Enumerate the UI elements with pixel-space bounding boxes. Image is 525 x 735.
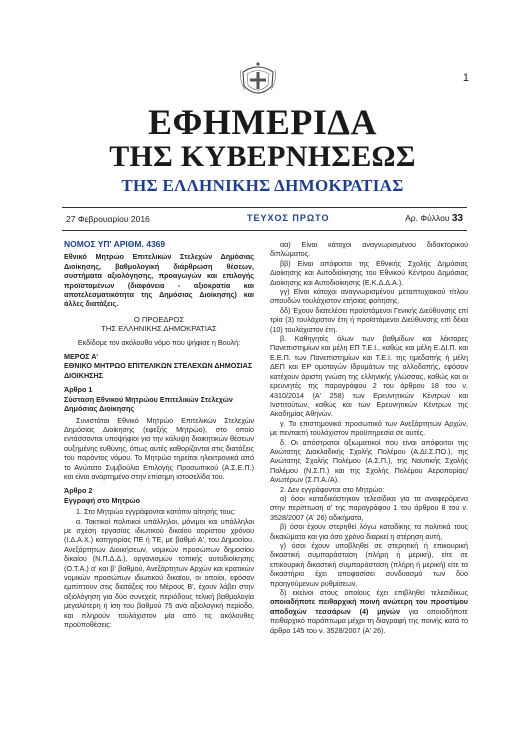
article2-title: Εγγραφή στο Μητρώο xyxy=(64,495,140,505)
issue-bar xyxy=(62,207,467,231)
condition-gg: γγ) Είναι κάτοχοι αναγνωρισμένου μεταπτυχιακού τίτλου σπουδών τουλάχιστον ετήσιας φοίτησης. xyxy=(270,287,468,306)
exclusion-d-text: δ) εκείνοι στους οποίους έχει επιβληθεί τελεσιδίκως xyxy=(280,588,468,598)
article2-paragraph1: 1. Στο Μητρώο εγγράφονται κατόπιν αίτησής τους: xyxy=(76,507,236,517)
left-column xyxy=(64,240,254,629)
president-heading xyxy=(64,315,254,334)
greek-coat-of-arms-icon xyxy=(239,60,277,100)
exclusion-a: α) όσοι καταδικάστηκαν τελεσίδικα για τα αναφερόμενα στην περίπτωση α' της παραγράφου 1 του άρθρου 8 του ν. 3528/2007 (Α' 26) αδικήματα, xyxy=(270,493,468,522)
exclusion-d-bold: οποιαδήποτε πειθαρχική ποινή ανώτερη του προστίμου αποδοχών τεσσάρων (4) μηνών xyxy=(270,597,468,616)
article2-paragraph-a: α. Τακτικοί πολιτικοί υπάλληλοι, μόνιμοι και υπάλληλοι με σχέση εργασίας ιδιωτικού δικαίου αορίστου χρόνου (Ι.Δ.Α.Χ.) κατηγορίας ΠΕ ή ΤΕ, με βαθμό Α', του Δημοσίου, Ανεξάρτητων Διοικήσεων, νομικών προσώπων δημοσίου δικαίου (Ν.Π.Δ.Δ.), οργανισμών τοπικής αυτοδιοίκησης (Ο.Τ.Α.) α' και β' βαθμού, Ανεξάρτητων Αρχών και κρατικών νομικών προσώπων ιδιωτικού δικαίου, οι οποίοι, εφόσον εμπίπτουν στις διατάξεις του Μέρους Β', έχουν λάβει στην αξιολόγηση για δύο συνεχείς περιόδους τελική βαθμολογία μεγαλύτερη ή ίση του βαθμού 75 ανά αξιολογική περίοδο, και πληρούν τουλάχιστον μία από τις ακόλουθες προϋποθέσεις: xyxy=(64,516,254,630)
article1-title: Σύσταση Εθνικού Μητρώου Επιτελικών Στελεχών Δημόσιας Διοίκησης xyxy=(64,394,233,414)
exclusion-b: β) όσοι έχουν στερηθεί λόγω καταδίκης τα πολιτικά τους δικαιώματα και για όσο χρόνο διαρκεί η στέρηση αυτή, xyxy=(270,522,468,541)
sheet-value: 33 xyxy=(451,213,463,224)
condition-dd: δδ) Έχουν διατελέσει προϊστάμενοι Γενικής Διεύθυνσης επί τρία (3) τουλάχιστον έτη ή προϊστάμενοι Διεύθυνσης επί δέκα (10) τουλάχιστον έτη. xyxy=(270,305,468,334)
condition-aa: αα) Είναι κάτοχοι αναγνωρισμένου διδακτορικού διπλώματος. xyxy=(270,240,468,259)
category-b: β. Καθηγητές όλων των βαθμίδων και λέκτορες Πανεπιστημίων και μέλη ΕΠ Τ.Ε.Ι., καθώς και μέλη Ε.ΔΙ.Π. και Ε.Ε.Π. των Πανεπιστημίων και Τ.Ε.Ι. της ημεδαπής ή μέλη ΔΕΠ και ΕΡ ομοταγών Ιδρυμάτων της αλλοδαπής, εφόσον κατέχουν άριστη γνώση της ελληνικής γλώσσας, καθώς και οι ερευνητές της παραγράφου 2 του άρθρου 18 του ν. 4310/2014 (Α' 258) των Ερευνητικών Κέντρων και Ινστιτούτων, καθώς και των Ερευνητικών Κέντρων της Ακαδημίας Αθηνών. xyxy=(270,334,468,419)
president-line1: Ο ΠΡΟΕΔΡΟΣ xyxy=(133,314,185,324)
issue-date: 27 Φεβρουαρίου 2016 xyxy=(66,214,150,224)
article1-label: Άρθρο 1 xyxy=(64,385,93,395)
exclusion-g: γ) όσοι έχουν υποβληθεί σε στερητική ή επικουρική δικαστική συμπαράσταση (πλήρη ή μερική), είτε σε επικουρική δικαστική συμπαράσταση (πλήρη ή μερική) είτε τα δικαστήριο έχει αποφασίσει συνδυασμό των δύο προηγούμενων ρυθμίσεων, xyxy=(270,541,468,588)
article1-text: Συνιστάται Εθνικό Μητρώο Επιτελικών Στελεχών Δημόσιας Διοίκησης (εφεξής Μητρώο), στο οποίο εντάσσονται υποψήφιοι για την κάλυψη διοικητικών θέσεων αυξημένης ευθύνης, όπως αυτές καθορίζονται στις διατάξεις του παρόντος νόμου. Το Μητρώο τηρείται ηλεκτρονικά από το Ανώτατο Συμβούλιο Επιλογής Προσωπικού (Α.Σ.Ε.Π.) και είναι αναρτημένο στην επίσημη ιστοσελίδα του. xyxy=(64,415,254,481)
part-label: ΜΕΡΟΣ Α' xyxy=(64,352,99,362)
part-title: ΕΘΝΙΚΟ ΜΗΤΡΩΟ ΕΠΙΤΕΛΙΚΩΝ ΣΤΕΛΕΧΩΝ ΔΗΜΟΣΙΑΣ ΔΙΟΙΚΗΣΗΣ xyxy=(64,361,253,380)
law-title: Εθνικό Μητρώο Επιτελικών Στελεχών Δημόσιας Διοίκησης, βαθμολογική διάρθρωση θέσεων, συστήματα αξιολόγησης, προαγωγών και επιλογής προϊσταμένων (διαφάνεια - αξιοκρατία και αποτελεσματικότητα της Δημόσιας Διοίκησης) και άλλες διατάξεις. xyxy=(64,252,254,309)
president-line2: ΤΗΣ ΕΛΛΗΝΙΚΗΣ ΔΗΜΟΚΡΑΤΙΑΣ xyxy=(101,324,217,334)
page-number: 1 xyxy=(462,72,469,84)
gazette-republic: ΤΗΣ ΕΛΛΗΝΙΚΗΣ ΔΗΜΟΚΡΑΤΙΑΣ xyxy=(121,176,404,195)
gazette-title: ΕΦΗΜΕΡΙΔΑ xyxy=(148,102,377,142)
exclusion-d-tail: για οποιοδήποτε πειθαρχικό παράπτωμα μέχρι τη διαγραφή της ποινής κατά το άρθρο 145 του ν. 3528/2007 (Α' 26). xyxy=(270,606,468,635)
exclusions-heading: 2. Δεν εγγράφονται στο Μητρώο: xyxy=(280,484,385,494)
law-number: ΝΟΜΟΣ ΥΠ' ΑΡΙΘΜ. 4369 xyxy=(64,239,166,249)
part-heading xyxy=(64,352,254,380)
exclusion-d xyxy=(270,588,468,635)
sheet-label: Αρ. Φύλλου xyxy=(405,213,450,223)
gazette-subtitle: ΤΗΣ ΚΥΒΕΡΝΗΣΕΩΣ xyxy=(109,140,416,173)
enactment-formula: Εκδίδομε τον ακόλουθο νόμο που ψήφισε η Βουλή: xyxy=(77,337,241,347)
article2-label: Άρθρο 2 xyxy=(64,486,93,496)
category-g: γ. Το επιστημονικό προσωπικό των Ανεξάρτητων Αρχών, με πενταετή τουλάχιστον προϋπηρεσία σε αυτές. xyxy=(270,418,468,438)
category-d: δ. Οι απόστρατοι αξιωματικοί που είναι απόφοιτοι της Ανώτατης Διακλαδικής Σχολής Πολέμου (Α.ΔΙ.Σ.ΠΟ.), της Ανώτατης Σχολής Πολέμου (Α.Σ.Π.), της Ναυτικής Σχολής Πολέμου (Ν.Σ.Π.) και της Σχολής Πολέμου Αεροπορίας/ Ανωτέρων (Σ.Π.Α./Α). xyxy=(270,437,468,485)
right-column xyxy=(270,240,468,635)
sheet-number xyxy=(405,213,463,224)
condition-bb: ββ) Είναι απόφοιτοι της Εθνικής Σχολής Δημόσιας Διοίκησης και Αυτοδιοίκησης του Εθνικού Κέντρου Δημόσιας Διοίκησης και Αυτοδιοίκησης (Ε.Κ.Δ.Δ.Α.). xyxy=(270,258,468,287)
issue-series: ΤΕΥΧΟΣ ΠΡΩΤΟ xyxy=(247,213,330,223)
